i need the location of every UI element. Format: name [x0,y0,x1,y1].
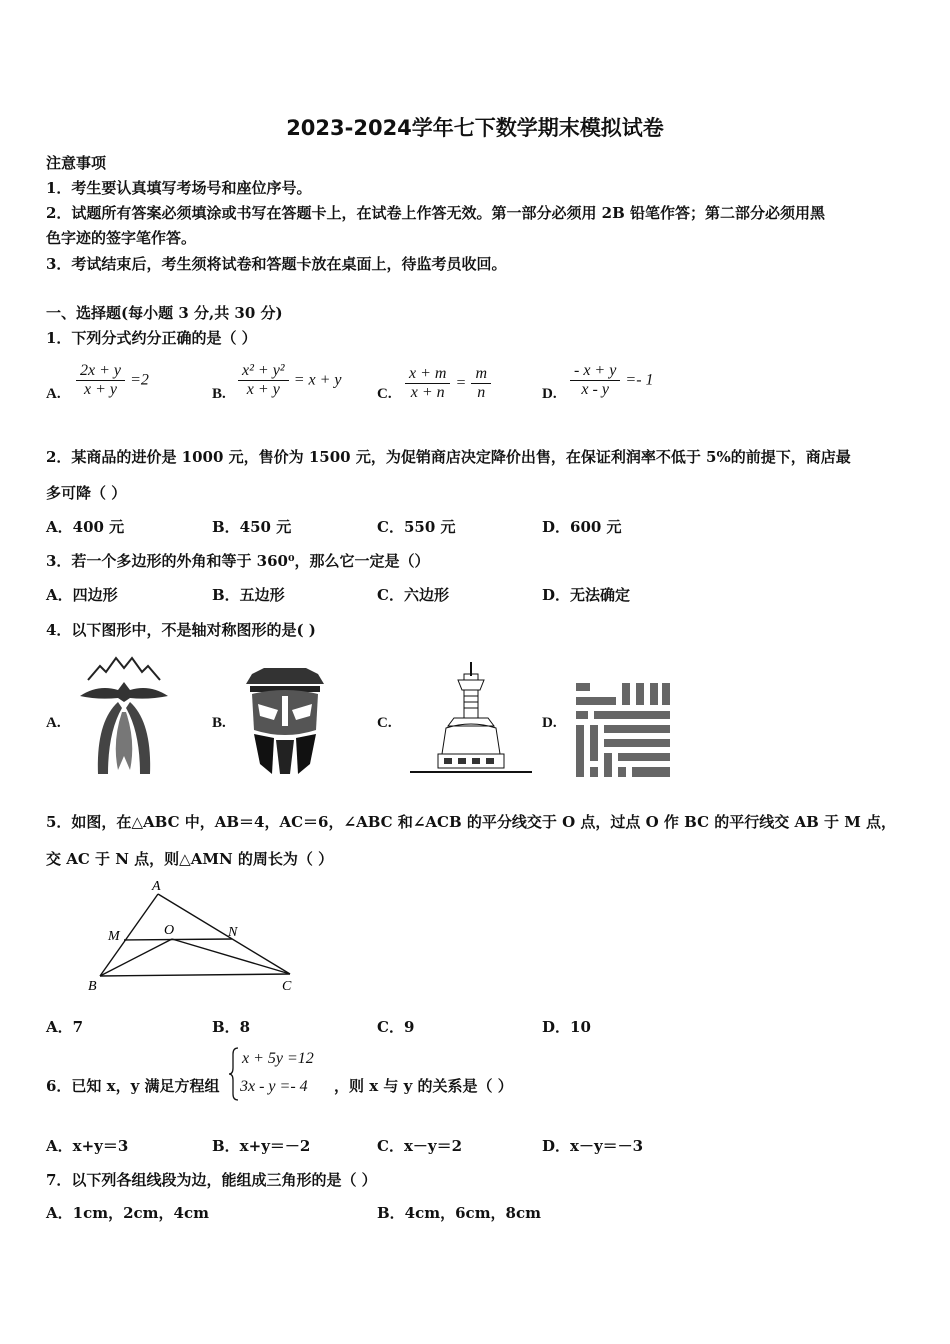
q2-option-a: A．400 元 [46,518,125,536]
q5-stem-line2: 交 AC 于 N 点，则△AMN 的周长为（ ） [46,850,334,868]
q1-b-rhs: = x + y [293,371,342,389]
q1-option-a [76,362,149,399]
q1-c-rhs-numerator: m [471,365,491,384]
section-heading: 一、选择题(每小题 3 分,共 30 分) [46,304,283,322]
notice-heading: 注意事项 [46,154,107,172]
q1-d-denominator: x - y [581,381,609,398]
q1-b-denominator: x + y [246,381,280,398]
segment-bc [100,974,290,976]
q4-image-b [244,664,326,776]
q4-label-b: B. [212,715,226,731]
q5-option-c: C．9 [377,1018,415,1036]
q6-option-a: A．x+y＝3 [46,1137,129,1155]
q5-option-a: A．7 [46,1018,84,1036]
label-a: A [152,879,161,894]
q1-label-a: A. [46,386,61,402]
q3-option-b: B．五边形 [212,586,285,604]
q4-image-a [78,652,170,778]
page-title: 2023-2024学年七下数学期末模拟试卷 [286,116,664,140]
q1-stem: 1．下列分式约分正确的是（ ） [46,329,257,347]
q7-option-b: B．4cm，6cm，8cm [377,1204,542,1222]
notice-item-3: 3．考试结束后，考生须将试卷和答题卡放在桌面上，待监考员收回。 [46,255,507,273]
q5-stem-line1: 5．如图，在△ABC 中，AB＝4，AC＝6，∠ABC 和∠ACB 的平分线交于 O 点，过点 O 作 BC 的平行线交 AB 于 M 点， [46,813,897,831]
q1-a-numerator: 2x + y [76,362,125,381]
q6-stem-pre: 6．已知 x，y 满足方程组 [46,1077,220,1095]
q2-stem-line1: 2．某商品的进价是 1000 元，售价为 1500 元，为促销商店决定降价出售，在保证利润率不低于 5%的前提下，商店最 [46,448,851,466]
segment-bo [100,939,172,976]
label-b: B [88,979,97,994]
label-m: M [108,929,120,944]
q4-image-d [576,683,670,777]
segment-oc [172,939,290,974]
notice-item-2: 2．试题所有答案必须填涂或书写在答题卡上，在试卷上作答无效。第一部分必须用 2B 铅笔作答；第二部分必须用黑 [46,204,826,222]
q1-c-numerator: x + m [405,365,450,384]
notice-item-1: 1．考生要认真填写考场号和座位序号。 [46,179,312,197]
q2-option-d: D．600 元 [542,518,622,536]
q7-option-a: A．1cm，2cm，4cm [46,1204,209,1222]
q1-option-c [405,365,491,402]
system-brace [228,1046,240,1102]
q1-label-d: D. [542,386,557,402]
q1-d-numerator: - x + y [570,362,620,381]
label-n: N [228,925,238,940]
q6-option-b: B．x+y＝－2 [212,1137,311,1155]
label-o: O [164,923,175,938]
q1-b-numerator: x² + y² [238,362,289,381]
q2-option-c: C．550 元 [377,518,456,536]
q3-stem: 3．若一个多边形的外角和等于 360⁰，那么它一定是（） [46,552,430,570]
q6-equation-1: x + 5y =12 [242,1050,314,1067]
q1-c-denominator: x + n [410,384,445,401]
segment-ac [158,894,290,974]
notice-item-2-cont: 色字迹的签字笔作答。 [46,229,197,247]
q1-a-denominator: x + y [84,381,117,398]
q3-option-d: D．无法确定 [542,586,631,604]
q5-triangle-figure [82,876,304,996]
label-c: C [282,979,292,994]
q1-option-b [238,362,341,399]
q1-label-b: B. [212,386,226,402]
q6-stem-post: ，则 x 与 y 的关系是（ ） [334,1077,513,1095]
q1-option-d [570,362,654,399]
q4-image-c [408,662,534,776]
q6-option-d: D．x－y＝－3 [542,1137,644,1155]
segment-mn [124,939,232,940]
q1-c-rhs-denominator: n [477,384,486,401]
q6-option-c: C．x－y＝2 [377,1137,463,1155]
q3-option-c: C．六边形 [377,586,449,604]
q2-option-b: B．450 元 [212,518,292,536]
q7-stem: 7．以下列各组线段为边，能组成三角形的是（ ） [46,1171,377,1189]
q3-option-a: A．四边形 [46,586,118,604]
q4-label-a: A. [46,715,61,731]
q4-label-d: D. [542,715,557,731]
q5-option-d: D．10 [542,1018,591,1036]
q2-stem-line2: 多可降（ ） [46,484,127,502]
q6-equation-2: 3x - y =- 4 [240,1078,308,1095]
q1-a-rhs: =2 [130,371,149,389]
q1-c-equals: = [455,374,467,392]
q1-d-rhs: =- 1 [625,371,654,389]
q4-label-c: C. [377,715,392,731]
q1-label-c: C. [377,386,392,402]
q4-stem: 4．以下图形中，不是轴对称图形的是( ) [46,621,316,639]
q5-option-b: B．8 [212,1018,251,1036]
